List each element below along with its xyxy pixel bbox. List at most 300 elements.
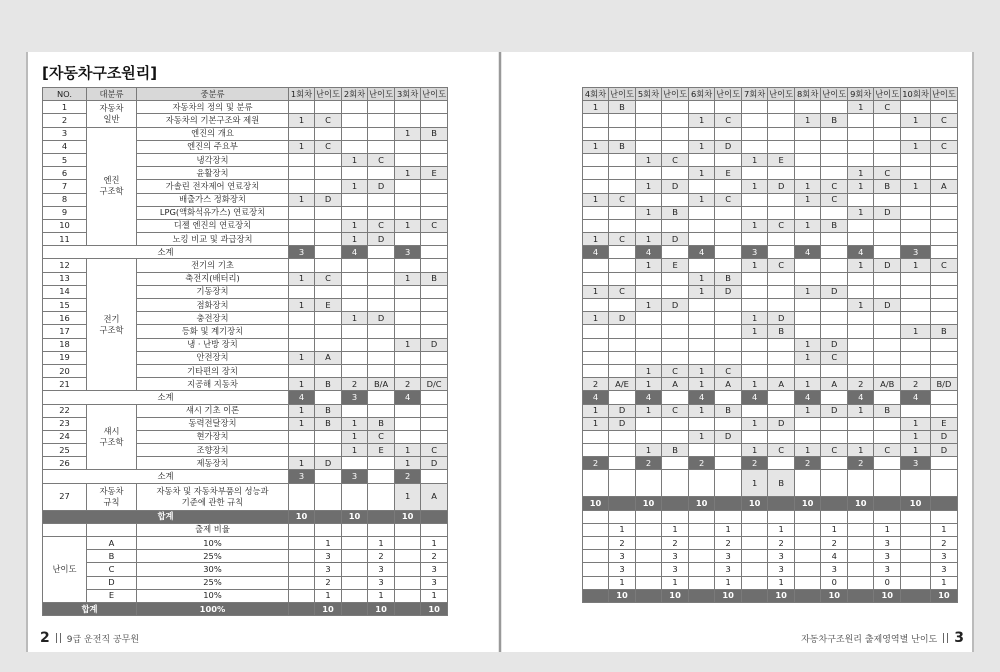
value-cell: B xyxy=(874,180,901,193)
blank-cell xyxy=(901,550,931,563)
value-cell xyxy=(901,299,931,312)
subcategory-cell: 등화 및 계기장치 xyxy=(137,325,289,338)
value-cell: 10 xyxy=(742,497,768,510)
value-cell: A/B xyxy=(874,378,901,391)
subcategory-cell: 제동장치 xyxy=(137,457,289,470)
value-cell xyxy=(315,312,342,325)
blank-cell xyxy=(315,523,342,536)
column-header: 난이도 xyxy=(768,88,795,101)
value-cell xyxy=(821,430,848,443)
value-cell xyxy=(662,193,689,206)
ratio-row xyxy=(43,589,448,602)
value-cell xyxy=(821,470,848,497)
right-page-edge xyxy=(972,52,974,652)
blank-cell xyxy=(901,576,931,589)
row-number: 18 xyxy=(43,338,87,351)
value-cell: 1 xyxy=(289,114,315,127)
value-cell: E xyxy=(421,167,448,180)
blank-cell xyxy=(689,589,715,602)
value-cell xyxy=(609,219,636,232)
value-cell xyxy=(901,312,931,325)
subcategory-cell: 가솔린 전자제어 연료장치 xyxy=(137,180,289,193)
value-cell: B xyxy=(662,444,689,457)
value-cell xyxy=(715,351,742,364)
value-cell: 3 xyxy=(768,563,795,576)
value-cell xyxy=(636,167,662,180)
value-cell xyxy=(821,457,848,470)
value-cell: 2 xyxy=(583,457,609,470)
blank-cell xyxy=(901,523,931,536)
value-cell xyxy=(848,127,874,140)
value-cell xyxy=(821,325,848,338)
value-cell xyxy=(342,351,368,364)
value-cell xyxy=(768,233,795,246)
value-cell xyxy=(689,127,715,140)
value-cell xyxy=(368,272,395,285)
value-cell: 3 xyxy=(421,576,448,589)
value-cell xyxy=(874,114,901,127)
row-number: 27 xyxy=(43,483,87,510)
subcategory-cell: 안전장치 xyxy=(137,351,289,364)
value-cell xyxy=(583,299,609,312)
value-cell xyxy=(874,272,901,285)
value-cell xyxy=(795,127,821,140)
value-cell xyxy=(821,312,848,325)
value-cell xyxy=(421,101,448,114)
blank-cell xyxy=(742,550,768,563)
value-cell xyxy=(583,219,609,232)
value-cell: 1 xyxy=(342,430,368,443)
value-cell xyxy=(901,285,931,298)
value-cell xyxy=(768,457,795,470)
value-cell: 1 xyxy=(848,299,874,312)
subcategory-cell: 기동장치 xyxy=(137,285,289,298)
value-cell xyxy=(636,127,662,140)
value-cell xyxy=(315,338,342,351)
value-cell xyxy=(848,153,874,166)
value-cell xyxy=(821,259,848,272)
value-cell: 3 xyxy=(930,563,957,576)
value-cell xyxy=(342,167,368,180)
blank-cell xyxy=(395,589,421,602)
value-cell: C xyxy=(368,153,395,166)
value-cell xyxy=(930,101,957,114)
table-row xyxy=(583,219,958,232)
row-number: 20 xyxy=(43,364,87,377)
value-cell xyxy=(821,299,848,312)
column-header: 1회차 xyxy=(289,88,315,101)
blank-cell xyxy=(715,510,742,523)
value-cell xyxy=(609,153,636,166)
value-cell xyxy=(742,364,768,377)
right-footer-text: 자동차구조원리 출제영역별 난이도 xyxy=(801,634,938,645)
value-cell xyxy=(368,351,395,364)
table-row xyxy=(43,101,448,114)
subcategory-cell: 동력전달장치 xyxy=(137,417,289,430)
value-cell xyxy=(901,193,931,206)
value-cell: 2 xyxy=(821,537,848,550)
value-cell xyxy=(609,444,636,457)
value-cell xyxy=(583,338,609,351)
value-cell xyxy=(742,285,768,298)
blank-cell xyxy=(768,510,795,523)
value-cell xyxy=(930,246,957,259)
value-cell: 10 xyxy=(395,510,421,523)
value-cell xyxy=(395,404,421,417)
value-cell xyxy=(821,127,848,140)
ratio-row xyxy=(43,550,448,563)
value-cell: 1 xyxy=(636,233,662,246)
row-number: 16 xyxy=(43,312,87,325)
value-cell: 10 xyxy=(342,510,368,523)
value-cell xyxy=(609,391,636,404)
value-cell xyxy=(742,167,768,180)
value-cell xyxy=(421,351,448,364)
value-cell: A xyxy=(930,180,957,193)
value-cell xyxy=(768,364,795,377)
value-cell xyxy=(848,325,874,338)
value-cell: 1 xyxy=(583,312,609,325)
value-cell xyxy=(636,193,662,206)
column-header: 난이도 xyxy=(662,88,689,101)
value-cell: D xyxy=(368,233,395,246)
blank-cell xyxy=(848,589,874,602)
value-cell xyxy=(742,101,768,114)
value-cell xyxy=(930,364,957,377)
value-cell xyxy=(901,233,931,246)
table-row xyxy=(583,153,958,166)
value-cell: 10 xyxy=(583,497,609,510)
difficulty-label: 난이도 xyxy=(43,537,87,603)
value-cell xyxy=(395,101,421,114)
value-cell xyxy=(795,153,821,166)
blank-cell xyxy=(636,576,662,589)
blank-cell xyxy=(636,589,662,602)
value-cell: 3 xyxy=(901,246,931,259)
row-number: 12 xyxy=(43,259,87,272)
value-cell xyxy=(315,167,342,180)
value-cell xyxy=(583,206,609,219)
value-cell xyxy=(421,510,448,523)
value-cell: 3 xyxy=(368,563,395,576)
value-cell xyxy=(342,338,368,351)
subtotal-row xyxy=(43,391,448,404)
blank-cell xyxy=(930,510,957,523)
value-cell xyxy=(315,391,342,404)
left-page xyxy=(28,52,498,652)
blank-cell xyxy=(795,589,821,602)
value-cell xyxy=(662,272,689,285)
value-cell xyxy=(662,351,689,364)
value-cell xyxy=(874,127,901,140)
value-cell: 2 xyxy=(395,378,421,391)
value-cell xyxy=(742,430,768,443)
value-cell: D xyxy=(662,233,689,246)
value-cell xyxy=(930,299,957,312)
category-cell: 자동차 규칙 xyxy=(87,483,137,510)
value-cell: 1 xyxy=(901,259,931,272)
value-cell: 10 xyxy=(636,497,662,510)
value-cell: D xyxy=(609,404,636,417)
value-cell xyxy=(848,272,874,285)
value-cell: D xyxy=(368,312,395,325)
row-number: 26 xyxy=(43,457,87,470)
value-cell xyxy=(662,391,689,404)
value-cell: 1 xyxy=(689,378,715,391)
value-cell xyxy=(609,351,636,364)
value-cell: 1 xyxy=(742,378,768,391)
value-cell: D xyxy=(662,299,689,312)
blank-cell xyxy=(583,550,609,563)
value-cell xyxy=(662,312,689,325)
value-cell xyxy=(342,206,368,219)
value-cell xyxy=(342,285,368,298)
value-cell xyxy=(821,153,848,166)
value-cell: C xyxy=(662,404,689,417)
value-cell xyxy=(368,140,395,153)
value-cell xyxy=(821,417,848,430)
value-cell: 2 xyxy=(901,378,931,391)
value-cell xyxy=(315,219,342,232)
value-cell xyxy=(795,101,821,114)
value-cell: D xyxy=(421,457,448,470)
value-cell: D xyxy=(715,430,742,443)
value-cell: 4 xyxy=(901,391,931,404)
value-cell xyxy=(421,246,448,259)
value-cell: 1 xyxy=(583,101,609,114)
value-cell: 3 xyxy=(342,391,368,404)
value-cell: C xyxy=(930,140,957,153)
value-cell: 2 xyxy=(768,537,795,550)
value-cell xyxy=(874,338,901,351)
value-cell: 1 xyxy=(689,193,715,206)
value-cell: 1 xyxy=(930,576,957,589)
value-cell xyxy=(689,338,715,351)
value-cell xyxy=(901,153,931,166)
value-cell: D xyxy=(768,417,795,430)
value-cell xyxy=(636,272,662,285)
value-cell xyxy=(848,430,874,443)
value-cell xyxy=(395,259,421,272)
value-cell: 1 xyxy=(395,457,421,470)
value-cell: 2 xyxy=(689,457,715,470)
value-cell xyxy=(636,219,662,232)
value-cell: 2 xyxy=(368,550,395,563)
value-cell xyxy=(315,364,342,377)
value-cell xyxy=(395,312,421,325)
blank-cell xyxy=(583,523,609,536)
value-cell xyxy=(821,391,848,404)
value-cell xyxy=(930,193,957,206)
value-cell: D xyxy=(768,180,795,193)
value-cell: B xyxy=(662,206,689,219)
table-row xyxy=(583,114,958,127)
value-cell: 1 xyxy=(636,299,662,312)
table-row xyxy=(583,180,958,193)
value-cell xyxy=(609,180,636,193)
value-cell: 1 xyxy=(342,233,368,246)
value-cell xyxy=(636,312,662,325)
ratio-cell: 25% xyxy=(137,576,289,589)
value-cell xyxy=(315,259,342,272)
value-cell xyxy=(315,153,342,166)
value-cell xyxy=(715,153,742,166)
value-cell: 1 xyxy=(795,114,821,127)
value-cell: 1 xyxy=(742,444,768,457)
value-cell xyxy=(689,233,715,246)
subcategory-cell: 기타편의 장치 xyxy=(137,364,289,377)
ratio-cell: 10% xyxy=(137,537,289,550)
value-cell xyxy=(368,404,395,417)
value-cell: D/C xyxy=(421,378,448,391)
blank-cell xyxy=(795,523,821,536)
table-row xyxy=(583,404,958,417)
value-cell: 1 xyxy=(795,180,821,193)
value-cell: 10 xyxy=(821,589,848,602)
row-number: 23 xyxy=(43,417,87,430)
subcategory-cell: LPG(액화석유가스) 연료장치 xyxy=(137,206,289,219)
value-cell xyxy=(662,246,689,259)
value-cell xyxy=(742,299,768,312)
value-cell: B xyxy=(315,417,342,430)
blank-cell xyxy=(848,576,874,589)
value-cell xyxy=(636,430,662,443)
value-cell: B xyxy=(368,417,395,430)
column-header: 난이도 xyxy=(874,88,901,101)
value-cell xyxy=(689,259,715,272)
value-cell: D xyxy=(874,299,901,312)
blank-cell xyxy=(43,523,87,536)
value-cell: B xyxy=(421,272,448,285)
value-cell: 1 xyxy=(289,351,315,364)
value-cell: 3 xyxy=(715,550,742,563)
value-cell xyxy=(315,325,342,338)
value-cell: 1 xyxy=(715,576,742,589)
value-cell xyxy=(930,233,957,246)
value-cell: 1 xyxy=(795,193,821,206)
total-row xyxy=(43,510,448,523)
value-cell xyxy=(289,285,315,298)
value-cell: 3 xyxy=(742,246,768,259)
value-cell xyxy=(636,351,662,364)
value-cell xyxy=(901,272,931,285)
value-cell: 1 xyxy=(848,206,874,219)
value-cell: 1 xyxy=(689,364,715,377)
value-cell xyxy=(395,206,421,219)
value-cell: 3 xyxy=(395,246,421,259)
table-row xyxy=(583,378,958,391)
value-cell: 1 xyxy=(421,589,448,602)
subcategory-cell: 축전지(배터리) xyxy=(137,272,289,285)
value-cell xyxy=(715,391,742,404)
value-cell xyxy=(821,167,848,180)
value-cell: 1 xyxy=(689,140,715,153)
table-row xyxy=(583,364,958,377)
value-cell: 1 xyxy=(395,338,421,351)
value-cell xyxy=(289,444,315,457)
value-cell: 10 xyxy=(930,589,957,602)
column-header: 난이도 xyxy=(421,88,448,101)
value-cell xyxy=(715,497,742,510)
row-number: 7 xyxy=(43,180,87,193)
value-cell xyxy=(368,391,395,404)
value-cell xyxy=(636,114,662,127)
value-cell xyxy=(848,140,874,153)
subtotal-row xyxy=(583,391,958,404)
value-cell xyxy=(662,470,689,497)
ratio-row xyxy=(43,576,448,589)
subcategory-cell: 엔진의 개요 xyxy=(137,127,289,140)
value-cell xyxy=(289,259,315,272)
blank-cell xyxy=(742,523,768,536)
blank-cell xyxy=(289,602,315,615)
value-cell: 1 xyxy=(395,272,421,285)
value-cell: 1 xyxy=(821,523,848,536)
value-cell: 3 xyxy=(368,576,395,589)
value-cell: 1 xyxy=(689,114,715,127)
value-cell xyxy=(342,483,368,510)
value-cell xyxy=(609,325,636,338)
value-cell xyxy=(901,470,931,497)
value-cell xyxy=(583,430,609,443)
value-cell: 1 xyxy=(636,206,662,219)
value-cell: 1 xyxy=(368,537,395,550)
table-row xyxy=(583,259,958,272)
subtotal-label: 소계 xyxy=(43,470,289,483)
value-cell: 4 xyxy=(689,246,715,259)
value-cell: 1 xyxy=(636,153,662,166)
value-cell xyxy=(289,430,315,443)
value-cell: 1 xyxy=(742,180,768,193)
table-row xyxy=(583,470,958,497)
value-cell: D xyxy=(315,457,342,470)
right-page xyxy=(502,52,972,652)
value-cell: B/D xyxy=(930,378,957,391)
value-cell xyxy=(901,167,931,180)
blank-cell xyxy=(289,537,315,550)
value-cell: A xyxy=(315,351,342,364)
value-cell xyxy=(715,470,742,497)
blank-cell xyxy=(342,576,368,589)
table-row xyxy=(583,127,958,140)
value-cell: 1 xyxy=(795,351,821,364)
value-cell xyxy=(368,167,395,180)
value-cell: 0 xyxy=(874,576,901,589)
value-cell: 1 xyxy=(421,537,448,550)
value-cell: 1 xyxy=(874,523,901,536)
value-cell xyxy=(636,140,662,153)
value-cell xyxy=(848,114,874,127)
value-cell: 10 xyxy=(289,510,315,523)
value-cell: 3 xyxy=(874,563,901,576)
value-cell: 1 xyxy=(289,193,315,206)
value-cell xyxy=(795,417,821,430)
value-cell xyxy=(768,338,795,351)
blank-cell xyxy=(342,550,368,563)
row-number: 14 xyxy=(43,285,87,298)
value-cell: 1 xyxy=(930,523,957,536)
column-header: 10회차 xyxy=(901,88,931,101)
value-cell xyxy=(689,312,715,325)
ratio-row xyxy=(583,576,958,589)
value-cell xyxy=(768,193,795,206)
value-cell: 1 xyxy=(768,576,795,589)
value-cell xyxy=(421,325,448,338)
blank-cell xyxy=(395,576,421,589)
subcategory-cell: 디젤 엔진의 연료장치 xyxy=(137,219,289,232)
value-cell xyxy=(715,259,742,272)
value-cell xyxy=(768,167,795,180)
